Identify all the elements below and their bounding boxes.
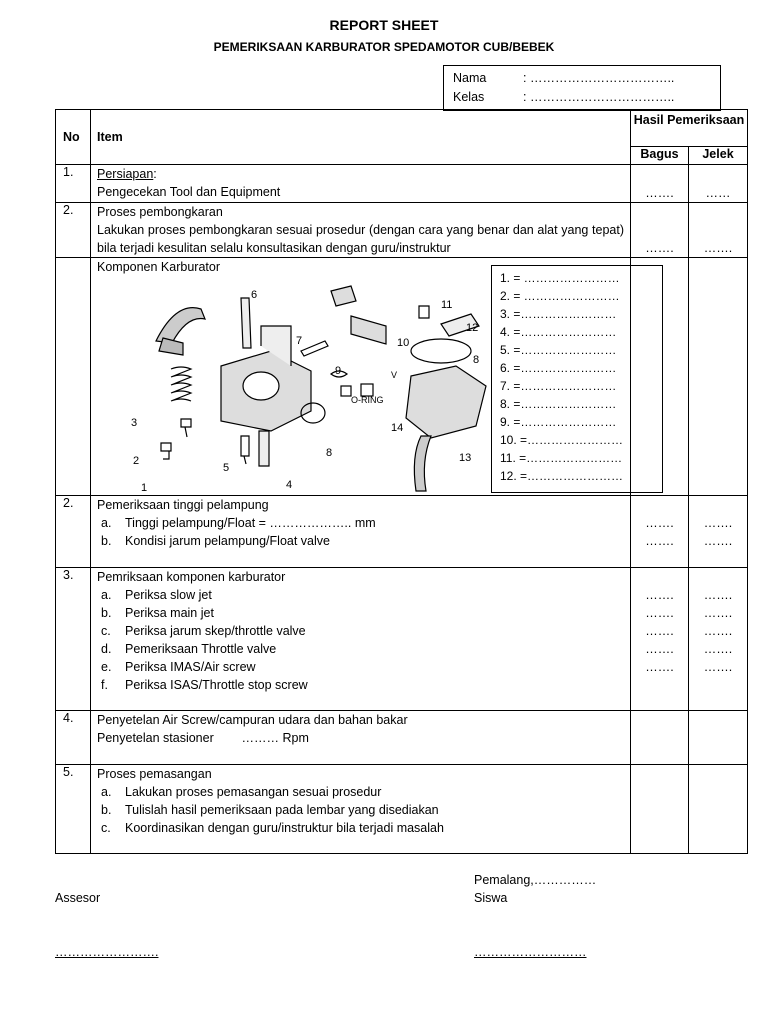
legend-item[interactable]: 8. =…………………… xyxy=(500,397,617,411)
row-item: Pemeriksaan tinggi pelampung a. Tinggi pelampung/Float = ……………….. mm b. Kondisi jarum pelampung/Float valve xyxy=(91,496,631,568)
persiapan-title: Persiapan xyxy=(97,167,154,181)
legend-item[interactable]: 12. =…………………… xyxy=(500,469,624,483)
siswa-signature[interactable]: ……………………… xyxy=(474,945,587,959)
jelek-cell[interactable]: ……. xyxy=(689,203,748,258)
diagram-label: 1 xyxy=(141,482,148,494)
assesor-signature[interactable]: ……………………. xyxy=(55,945,159,959)
diagram-label: 2 xyxy=(133,455,140,467)
bagus-cell[interactable]: ……. ……. ……. ……. ……. xyxy=(631,568,689,711)
row-item xyxy=(91,711,631,765)
diagram-label: 9 xyxy=(335,365,342,377)
legend-item[interactable]: 7. =…………………… xyxy=(500,379,617,393)
row-number: 1. xyxy=(56,165,91,203)
sub-item: Tinggi pelampung/Float = ……………….. mm xyxy=(125,516,376,530)
sub-item: Periksa main jet xyxy=(125,606,214,620)
legend-item[interactable]: 4. =…………………… xyxy=(500,325,617,339)
diagram-label: 13 xyxy=(459,452,472,464)
class-row[interactable] xyxy=(453,90,674,104)
name-value[interactable]: : …………………………….. xyxy=(523,71,675,85)
header-bagus: Bagus xyxy=(631,147,689,165)
diagram-label: 11 xyxy=(441,299,453,311)
sub-item: Periksa slow jet xyxy=(125,588,212,602)
report-title: REPORT SHEET xyxy=(329,17,439,33)
header-no: No xyxy=(56,110,91,165)
row-number: 4. xyxy=(56,711,91,765)
pembongkaran-title: Proses pembongkaran xyxy=(97,205,223,219)
bagus-cell[interactable]: ……. xyxy=(631,203,689,258)
component-cell xyxy=(91,258,631,496)
diagram-label: V xyxy=(391,370,398,380)
penyetelan-title: Penyetelan Air Screw/campuran udara dan bahan bakar xyxy=(97,713,408,727)
diagram-label: 3 xyxy=(131,417,138,429)
diagram-label: 4 xyxy=(286,479,293,491)
row-item xyxy=(91,203,631,258)
class-value[interactable]: : …………………………….. xyxy=(523,90,675,104)
jelek-cell[interactable]: …… xyxy=(689,165,748,203)
component-title: Komponen Karburator xyxy=(97,260,220,274)
table-row xyxy=(56,165,748,203)
legend-item[interactable]: 2. = …………………… xyxy=(500,289,620,303)
table-row xyxy=(56,203,748,258)
diagram-label: 10 xyxy=(397,337,410,349)
header-jelek: Jelek xyxy=(689,147,748,165)
legend-item[interactable]: 1. = …………………… xyxy=(500,271,620,285)
legend-item[interactable]: 10. =…………………… xyxy=(500,433,624,447)
jelek-cell xyxy=(689,258,748,496)
table-row xyxy=(56,496,748,568)
component-legend xyxy=(491,265,663,493)
legend-item[interactable]: 11. =…………………… xyxy=(500,451,623,465)
bagus-cell[interactable] xyxy=(631,711,689,765)
bagus-cell[interactable]: ……. ……. xyxy=(631,496,689,568)
table-row xyxy=(56,765,748,854)
persiapan-colon: : xyxy=(153,167,157,181)
diagram-label: 8 xyxy=(326,447,333,459)
row-item xyxy=(91,165,631,203)
sub-item: Periksa ISAS/Throttle stop screw xyxy=(125,678,308,692)
diagram-label: 8 xyxy=(473,354,480,366)
siswa-label: Siswa xyxy=(474,891,508,905)
identity-box xyxy=(443,65,721,111)
stasioner-line: Penyetelan stasioner ……… Rpm xyxy=(97,731,309,745)
pemasangan-title: Proses pemasangan xyxy=(97,767,212,781)
row-number xyxy=(56,258,91,496)
sub-item: Tulislah hasil pemeriksaan pada lembar yang disediakan xyxy=(125,803,439,817)
bagus-cell[interactable]: ……. xyxy=(631,165,689,203)
row-number: 2. xyxy=(56,496,91,568)
row-number: 3. xyxy=(56,568,91,711)
persiapan-line: Pengecekan Tool dan Equipment xyxy=(97,185,281,199)
diagram-label: 6 xyxy=(251,289,258,301)
diagram-label: 14 xyxy=(391,422,404,434)
report-table xyxy=(55,109,748,854)
diagram-label: O-RING xyxy=(351,395,384,405)
row-number: 2. xyxy=(56,203,91,258)
place-date[interactable]: Pemalang,…………… xyxy=(474,873,597,887)
sub-item: Pemeriksaan Throttle valve xyxy=(125,642,277,656)
carburetor-diagram xyxy=(101,276,491,498)
diagram-label: 7 xyxy=(296,335,303,347)
jelek-cell[interactable] xyxy=(689,711,748,765)
header-item: Item xyxy=(91,110,631,165)
name-label: Nama xyxy=(453,71,487,85)
sub-item: Periksa IMAS/Air screw xyxy=(125,660,256,674)
row-number: 5. xyxy=(56,765,91,854)
komponen-title: Pemriksaan komponen karburator xyxy=(97,570,286,584)
diagram-label: 5 xyxy=(223,462,230,474)
row-item: Pemriksaan komponen karburator a. Periksa slow jet b. Periksa main jet c. Periksa jarum skep/throttle valve d. Pemeriksaan Throttle valve e. Periksa IMAS/Air screw f. Periksa ISAS/Throttle stop screw xyxy=(91,568,631,711)
sub-item: Koordinasikan dengan guru/instruktur bila terjadi masalah xyxy=(125,821,444,835)
row-item: Proses pemasangan a. Lakukan proses pemasangan sesuai prosedur b. Tulislah hasil pemeriksaan pada lembar yang disediakan c. Koordinasikan dengan guru/instruktur bila terjadi masalah xyxy=(91,765,631,854)
sub-item: Lakukan proses pemasangan sesuai prosedur xyxy=(125,785,382,799)
jelek-cell[interactable] xyxy=(689,765,748,854)
legend-item[interactable]: 5. =…………………… xyxy=(500,343,617,357)
pelampung-title: Pemeriksaan tinggi pelampung xyxy=(97,498,269,512)
legend-item[interactable]: 6. =…………………… xyxy=(500,361,617,375)
legend-item[interactable]: 9. =…………………… xyxy=(500,415,617,429)
diagram-label: 12 xyxy=(466,322,479,334)
legend-item[interactable]: 3. =…………………… xyxy=(500,307,617,321)
jelek-cell[interactable]: ……. ……. ……. ……. ……. xyxy=(689,568,748,711)
name-row[interactable] xyxy=(453,71,674,85)
table-row xyxy=(56,711,748,765)
sub-item: Kondisi jarum pelampung/Float valve xyxy=(125,534,330,548)
header-hasil: Hasil Pemeriksaan xyxy=(631,110,748,147)
table-row xyxy=(56,258,748,496)
bagus-cell[interactable] xyxy=(631,765,689,854)
pembongkaran-line: Lakukan proses pembongkaran sesuai prosedur (dengan cara yang benar dan alat yang tepat) bila terjadi kesulitan selalu konsultasikan dengan guru/instruktur xyxy=(97,223,624,255)
jelek-cell[interactable]: ……. ……. xyxy=(689,496,748,568)
class-label: Kelas xyxy=(453,90,485,104)
table-row xyxy=(56,568,748,711)
sub-item: Periksa jarum skep/throttle valve xyxy=(125,624,306,638)
report-subtitle: PEMERIKSAAN KARBURATOR SPEDAMOTOR CUB/BEBEK xyxy=(213,40,555,54)
assesor-label: Assesor xyxy=(55,891,101,905)
